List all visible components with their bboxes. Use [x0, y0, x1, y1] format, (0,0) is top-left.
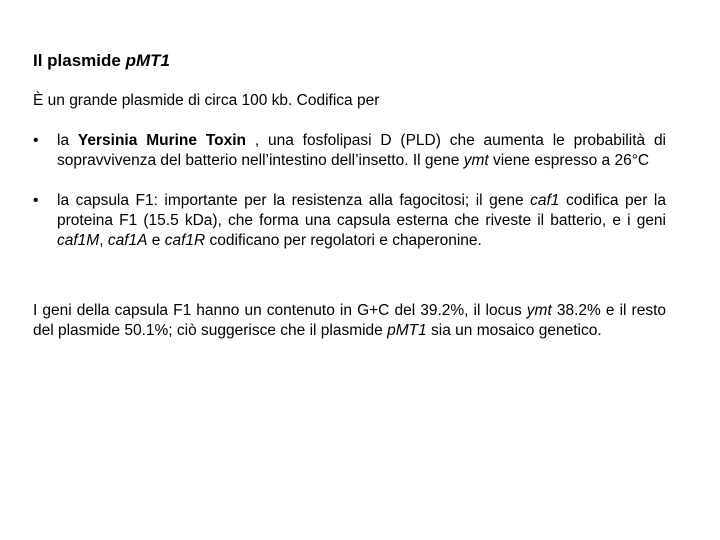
- slide-title: [33, 50, 666, 72]
- bullet2-text-2: codifica per la proteina F1 (15.5 kDa), che forma una capsula esterna che riveste il batterio, e i geni: [57, 192, 666, 229]
- bullet1-toxin-name: Yersinia Murine Toxin: [77, 132, 247, 149]
- slide-content: [33, 50, 666, 357]
- bullet-item-ymt: [33, 131, 666, 171]
- title-text: Il plasmide: [33, 51, 126, 70]
- bullet1-gene-ymt: ymt: [463, 152, 489, 169]
- bullet2-gene-caf1m: caf1M: [57, 232, 100, 249]
- bullet2-gene-caf1r: caf1R: [164, 232, 206, 249]
- bullet-item-capsule: [33, 191, 666, 251]
- bullet2-text-3: ,: [99, 232, 108, 249]
- bullet2-text-5: codificano per regolatori e chaperonine.: [205, 232, 482, 249]
- title-plasmid-name: pMT1: [125, 51, 170, 70]
- bullet-list: [33, 131, 666, 251]
- bullet-dot-icon: •: [33, 192, 39, 209]
- bullet-dot-icon: •: [33, 132, 39, 149]
- bullet1-text-3: viene espresso a 26°C: [488, 152, 650, 169]
- bullet2-gene-caf1: caf1: [530, 192, 560, 209]
- bullet1-text-2: , una fosfolipasi D (PLD) che aumenta le probabilità di sopravvivenza del batterio nell’intestino dell’insetto. Il gene: [57, 132, 667, 169]
- bullet2-text-4: e: [147, 232, 165, 249]
- closing-plasmid-name: pMT1: [387, 322, 427, 339]
- closing-gene-ymt: ymt: [526, 302, 552, 319]
- closing-text-1: I geni della capsula F1 hanno un contenuto in G+C del 39.2%, il locus: [33, 302, 527, 319]
- closing-text-3: sia un mosaico genetico.: [426, 322, 602, 339]
- intro-text: È un grande plasmide di circa 100 kb. Codifica per: [33, 92, 380, 109]
- bullet2-gene-caf1a: caf1A: [107, 232, 148, 249]
- closing-text-2: 38.2% e il resto del plasmide 50.1%; ciò suggerisce che il plasmide: [33, 302, 666, 339]
- bullet1-text-1: la: [57, 132, 78, 149]
- closing-paragraph: [33, 301, 666, 341]
- bullet2-text-1: la capsula F1: importante per la resistenza alla fagocitosi; il gene: [57, 192, 531, 209]
